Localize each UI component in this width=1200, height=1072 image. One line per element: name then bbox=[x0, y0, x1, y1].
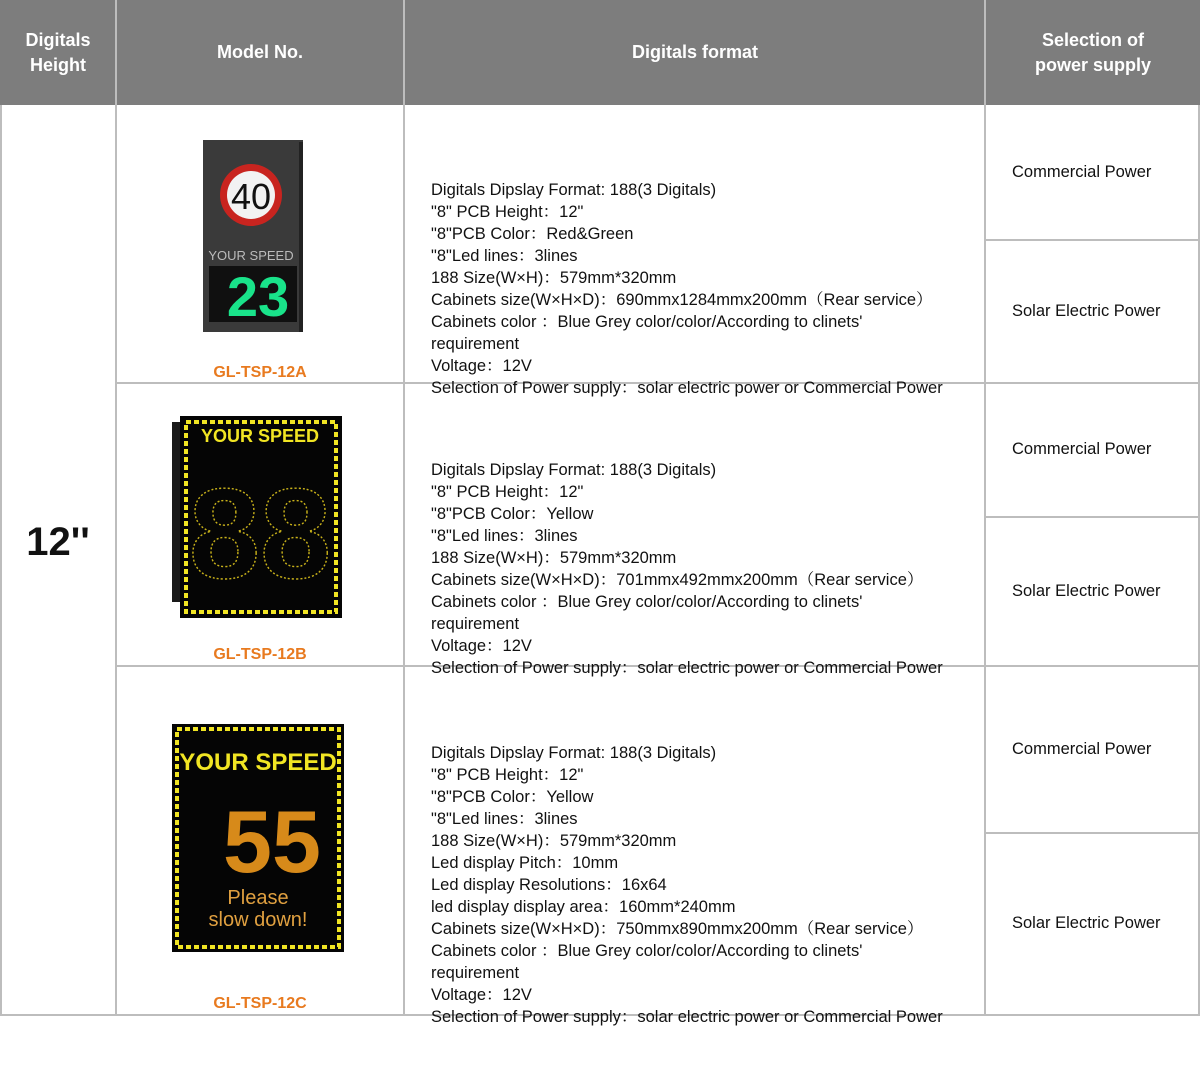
grid-line bbox=[984, 0, 986, 1016]
power-option-c-2: Solar Electric Power bbox=[1012, 914, 1161, 932]
grid-line bbox=[986, 239, 1200, 241]
sign-caption: YOUR SPEED bbox=[179, 749, 337, 776]
format-text-b: Digitals Dipslay Format: 188(3 Digitals) "8" PCB Height：12" "8"PCB Color：Yellow "8"Led lines：3lines 188 Size(W×H)：579mm*320mm Cabinets size(W×H×D)：701mmx492mmx200mm（Rear service） Cabinets color ：Blue Grey color/color/According to clinets' requirement Voltage：12V Selection of Power supply：solar electric power or Commercial Power bbox=[431, 461, 943, 677]
sign-speed-limit: 40 bbox=[230, 176, 272, 217]
power-option-c-1: Commercial Power bbox=[1012, 740, 1152, 758]
model-no-b: GL-TSP-12B bbox=[213, 646, 307, 663]
sign-digits-outline: 88 bbox=[188, 463, 332, 606]
format-text-a: Digitals Dipslay Format: 188(3 Digitals) "8" PCB Height：12" "8"PCB Color：Red&Green "8"Led lines：3lines 188 Size(W×H)：579mm*320mm Cabinets size(W×H×D)：690mmx1284mmx200mm（Rear service） Cabinets color ：Blue Grey color/color/According to clinets' requirement Voltage：12V Selection of Power supply：solar electric power or Commercial Power bbox=[431, 181, 943, 397]
model-no-c: GL-TSP-12C bbox=[213, 995, 307, 1012]
power-option-a-1: Commercial Power bbox=[1012, 163, 1152, 181]
sign-digits: 55 bbox=[223, 792, 321, 891]
product-image-gl-tsp-12a bbox=[203, 140, 303, 332]
sign-message-line-1: Please bbox=[227, 887, 289, 909]
grid-line bbox=[986, 832, 1200, 834]
sign-caption: YOUR SPEED bbox=[208, 248, 294, 263]
format-text-c: Digitals Dipslay Format: 188(3 Digitals) "8" PCB Height：12" "8"PCB Color：Yellow "8"Led lines：3lines 188 Size(W×H)：579mm*320mm Led display Pitch：10mm Led display Resolutions：16x64 led display display area：160mm*240mm Cabinets size(W×H×D)：750mmx890mmx200mm（Rear service） Cabinets color ：Blue Grey color/color/According to clinets' requirement Voltage：12V Selection of Power supply：solar electric power or Commercial Power bbox=[431, 744, 943, 1026]
power-option-b-1: Commercial Power bbox=[1012, 440, 1152, 458]
product-image-gl-tsp-12b bbox=[172, 410, 344, 620]
header-model-no: Model No. bbox=[116, 0, 404, 105]
grid-line bbox=[115, 0, 117, 1016]
product-image-gl-tsp-12c bbox=[172, 724, 344, 952]
grid-line bbox=[403, 0, 405, 1016]
header-digitals-height: Digitals Height bbox=[0, 0, 116, 105]
grid-line bbox=[986, 516, 1200, 518]
header-digitals-format: Digitals format bbox=[404, 0, 986, 105]
model-no-a: GL-TSP-12A bbox=[213, 364, 307, 381]
sign-caption: YOUR SPEED bbox=[200, 426, 320, 446]
sign-message-line-2: slow down! bbox=[208, 909, 308, 931]
sign-digits: 23 bbox=[226, 265, 290, 328]
header-power-supply: Selection of power supply bbox=[986, 0, 1200, 105]
power-option-b-2: Solar Electric Power bbox=[1012, 582, 1161, 600]
digit-height-value: 12'' bbox=[26, 520, 90, 564]
power-option-a-2: Solar Electric Power bbox=[1012, 302, 1161, 320]
